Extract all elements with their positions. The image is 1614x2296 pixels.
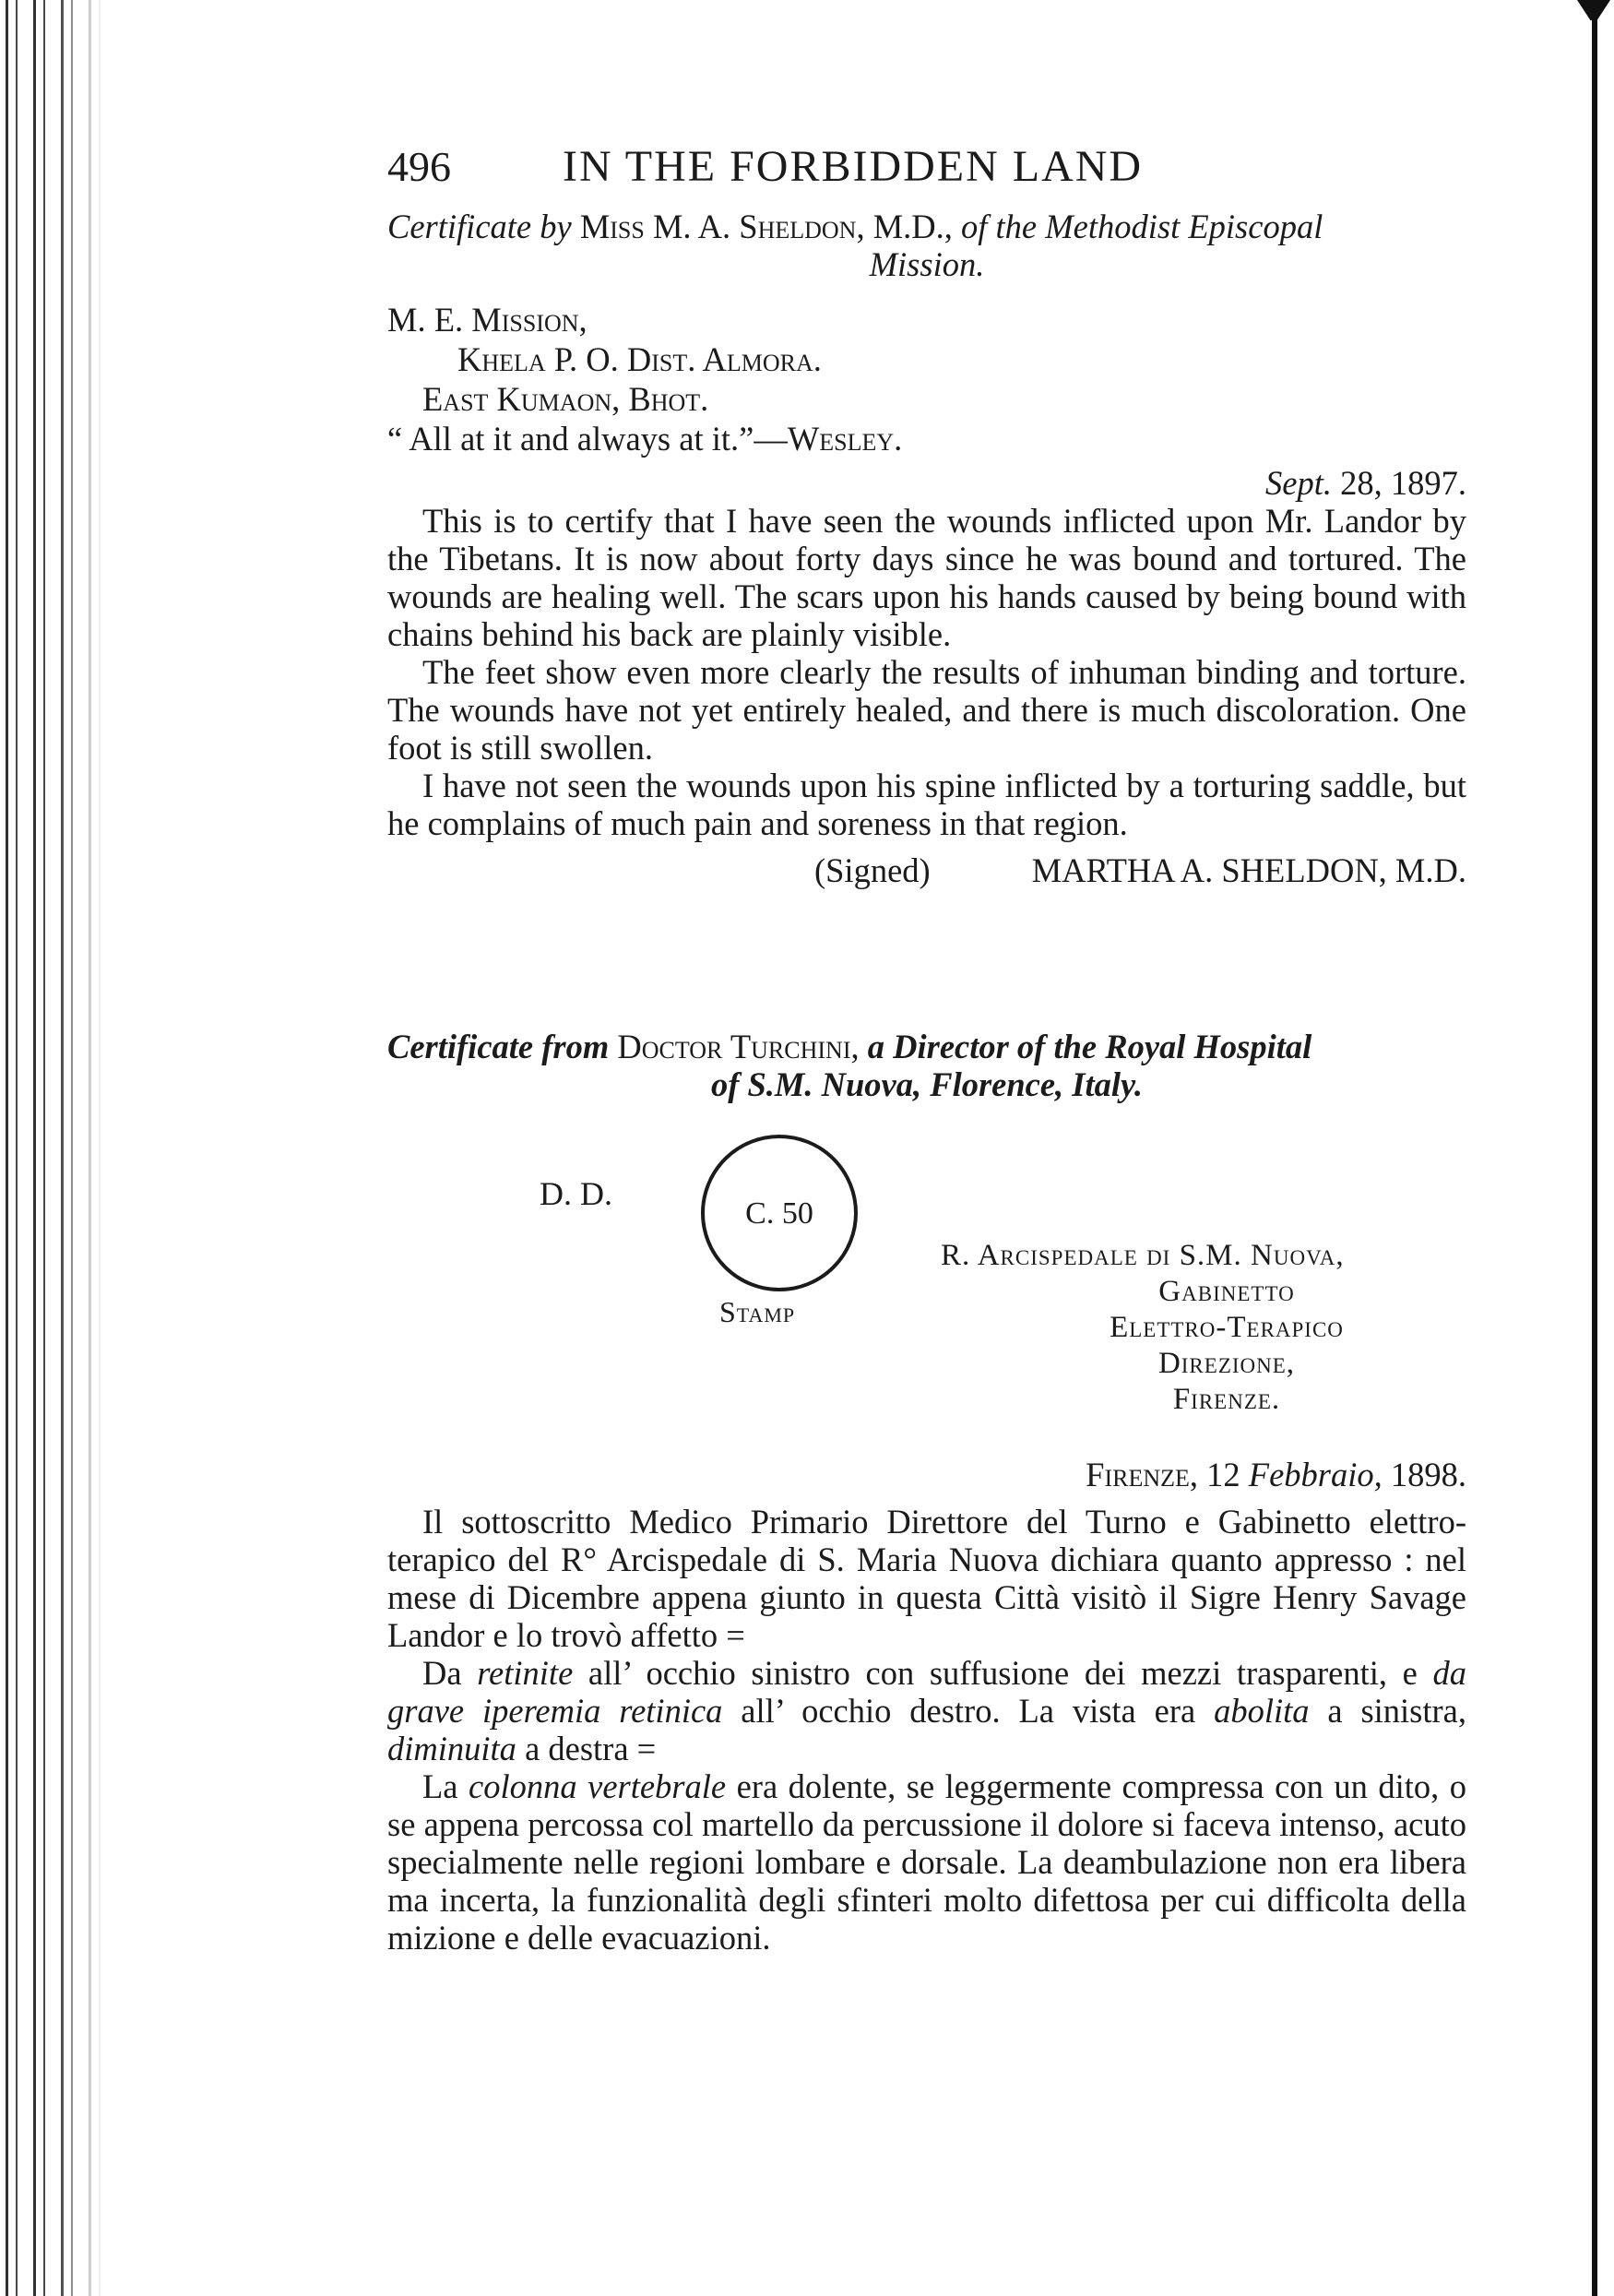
text-run-italic: da grave iperemia retinica xyxy=(387,1654,1466,1730)
text-run-italic: colonna vertebrale xyxy=(469,1767,727,1805)
signature: MARTHA A. SHELDON, M.D. xyxy=(1031,851,1466,889)
book-page xyxy=(387,142,1467,1957)
date-month: Febbraio, xyxy=(1248,1456,1383,1493)
hospital-address-line: Gabinetto xyxy=(1158,1275,1295,1308)
paragraph: The feet show even more clearly the results of inhuman binding and torture. The wounds have not yet entirely healed, and there is much discoloration. One foot is still swollen. xyxy=(387,653,1466,767)
text-run-italic: retinite xyxy=(477,1654,574,1692)
text-run: all’ occhio sinistro con suffusione dei mezzi trasparenti, e xyxy=(573,1654,1433,1692)
heading-prefix: Certificate by xyxy=(387,208,572,245)
heading-suffix: a Director of the Royal Hospital xyxy=(867,1028,1312,1065)
text-run-italic: abolita xyxy=(1214,1692,1310,1730)
heading-suffix: of the Methodist Episcopal xyxy=(961,208,1323,245)
hospital-address-line: Direzione, xyxy=(1157,1347,1296,1380)
page-number: 496 xyxy=(387,143,451,190)
address-line: East Kumaon, Bhot. xyxy=(422,380,709,418)
text-run: all’ occhio destro. La vista era xyxy=(722,1692,1215,1730)
address-line: M. E. Mission, xyxy=(387,301,587,339)
running-title: IN THE FORBIDDEN LAND xyxy=(563,142,1144,191)
paragraph xyxy=(387,1767,1466,1957)
scan-corner-mark xyxy=(1577,0,1610,20)
motto-text: “ All at it and always at it.”— xyxy=(387,420,788,458)
heading-prefix: Certificate from xyxy=(387,1028,610,1065)
date-city: Firenze, xyxy=(1086,1456,1199,1493)
dd-label: D. D. xyxy=(540,1175,612,1212)
text-run: era dolente, se leggermente compressa con un dito, o se appena percossa col martello da percussione il dolore si faceva intenso, acuto specialmente nelle regioni lombare e dorsale. La deambulazione non era libera ma incerta, la funzionalità degli sfinteri molto difettosa per cui difficolta della mizione e delle evacuazioni. xyxy=(387,1767,1466,1957)
signature-line xyxy=(387,851,1466,889)
paragraph xyxy=(387,1654,1466,1767)
stamp-block xyxy=(387,1135,1466,1439)
heading-suffix-line2: of S.M. Nuova, Florence, Italy. xyxy=(710,1065,1144,1103)
text-run: La xyxy=(422,1767,469,1805)
heading-name: Doctor Turchini, xyxy=(617,1028,860,1065)
paragraph: Il sottoscritto Medico Primario Direttore del Turno e Gabinetto elettro-terapico del R° Arcispedale di S. Maria Nuova dichiara quanto appresso : nel mese di Dicembre appena giunto in questa Città visitò il Sigre Henry Savage Landor e lo trovò affetto = xyxy=(387,1503,1466,1654)
date-month: Sept. xyxy=(1265,464,1332,502)
date-rest: 28, 1897. xyxy=(1332,464,1466,502)
paragraph: I have not seen the wounds upon his spine inflicted by a torturing saddle, but he complains of much pain and soreness in that region. xyxy=(387,767,1466,842)
certificate-1-date xyxy=(387,464,1466,502)
scan-edge-right xyxy=(1592,0,1597,2296)
heading-suffix-line2: Mission. xyxy=(869,245,985,283)
hospital-address-line: Elettro-Terapico xyxy=(1110,1311,1344,1344)
page-header xyxy=(387,142,1466,191)
text-run: a destra = xyxy=(516,1730,657,1767)
hospital-address-line: Firenze. xyxy=(1172,1383,1281,1416)
stamp-text: C. 50 xyxy=(745,1196,813,1231)
hospital-address-line: R. Arcispedale di S.M. Nuova, xyxy=(941,1239,1345,1272)
signed-label: (Signed) xyxy=(813,851,931,889)
date-day: 12 xyxy=(1198,1456,1249,1493)
hospital-address xyxy=(932,1238,1522,1418)
text-run: Da xyxy=(422,1654,478,1692)
certificate-1-heading xyxy=(387,208,1466,283)
scan-edge-shadow xyxy=(55,0,106,2296)
text-run: a sinistra, xyxy=(1309,1692,1467,1730)
certificate-2-date xyxy=(387,1456,1466,1493)
motto-author: Wesley. xyxy=(787,420,903,458)
motto xyxy=(387,419,1466,458)
heading-name: Miss M. A. Sheldon, M.D., xyxy=(579,208,953,245)
certificate-2-heading xyxy=(387,1028,1466,1103)
address-line: Khela P. O. Dist. Almora. xyxy=(457,340,822,378)
paragraph: This is to certify that I have seen the wounds inflicted upon Mr. Landor by the Tibetans. It is now about forty days since he was bound and tortured. The wounds are healing well. The scars upon his hands caused by being bound with chains behind his back are plainly visible. xyxy=(387,502,1466,653)
stamp-circle xyxy=(701,1135,858,1291)
text-run-italic: diminuita xyxy=(387,1730,516,1767)
mission-address xyxy=(387,300,1466,458)
stamp-label: Stamp xyxy=(719,1295,796,1328)
date-year: 1898. xyxy=(1382,1456,1466,1493)
